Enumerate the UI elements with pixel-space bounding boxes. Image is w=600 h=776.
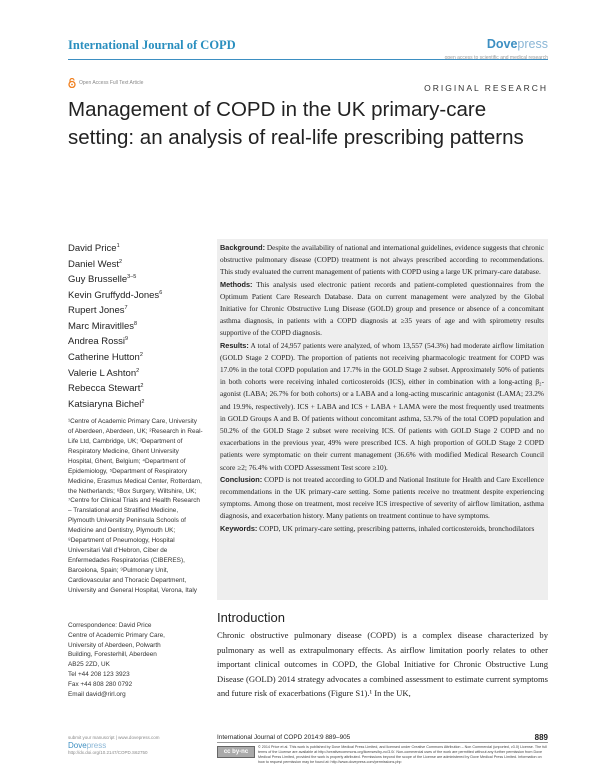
doi-link[interactable]: http://dx.doi.org/10.2147/COPD.S62750 <box>68 750 148 755</box>
corr-line: Tel +44 208 123 3923 <box>68 670 130 678</box>
abstract-results: Results: A total of 24,957 patients were analyzed, of whom 13,557 (54.3%) had moderate airflow limitation (GOLD Stage 2 COPD). The proportion of patients not receiving pharmacologic treatment for COPD was 17.0% in the total COPD population and 17.7% in the GOLD Stage 2 subset. Approximately 50% of patients in both cohorts were receiving inhaled corticosteroids (ICS), either in combination with a long-acting β₂-agonist (LABA; 26.7% for both cohorts) or a LABA and a long-acting muscarinic antagonist (LAMA; 23.2% and 19.9%, respectively). ICS + LABA and ICS + LABA + LAMA were the most frequently used treatments in GOLD Groups A and B. Of patients without concomitant asthma, 53.7% of the total COPD population and 50.2% of the GOLD Stage 2 subset were receiving ICS. Of patients with GOLD Stage 2 COPD and no exacerbations in the previous year, 49% were prescribed ICS. A high proportion of GOLD Stage 2 COPD patients were symptomatic on their current management (36.6% with modified Medical Research Council score ≥2; 76.4% with COPD Assessment Test score ≥10). <box>220 340 544 472</box>
dovepress-logo[interactable] <box>487 37 548 51</box>
article-title: Management of COPD in the UK primary-care setting: an analysis of real-life prescribing patterns <box>68 98 524 149</box>
abstract-background: Background: Despite the availability of national and international guidelines, evidence suggests that chronic obstructive pulmonary disease (COPD) treatment is not always prescribed according to recommendations. This study evaluated the current management of patients with COPD using a large UK primary-care database. <box>220 243 544 277</box>
author-name: David Price$^1$ <box>68 243 120 255</box>
page-number: 889 <box>534 733 548 742</box>
corr-email[interactable]: Email david@rirl.org <box>68 690 126 698</box>
corr-line: Fax +44 808 280 0792 <box>68 680 133 688</box>
introduction-text: Chronic obstructive pulmonary disease (COPD) is a complex disease characterized by pulmonary as well as extrapulmonary effects. As airflow limitation poorly relates to other important clinical outcomes in COPD, the Global Initiative for Chronic Obstructive Lung Disease (GOLD) 2014 strategy advocates a combined assessment to estimate current symptoms and future risk of exacerbations (Figure S1).¹ In the UK, <box>217 630 548 698</box>
footer-dove-logo[interactable]: Dovepress <box>68 741 107 750</box>
corr-line: Correspondence: David Price <box>68 622 152 629</box>
author-name: Kevin Gruffydd-Jones$^6$ <box>68 289 163 301</box>
abstract-label: Methods: <box>220 279 253 289</box>
journal-title: International Journal of COPD <box>68 38 236 52</box>
author-name: Daniel West$^2$ <box>68 258 123 270</box>
submit-link[interactable]: submit your manuscript | www.dovepress.com <box>68 735 160 740</box>
creative-commons-badge[interactable]: cc by-nc <box>217 746 255 758</box>
author-name: Guy Brusselle$^{3-5}$ <box>68 274 137 286</box>
author-name: Andrea Rossi$^9$ <box>68 336 129 348</box>
section-heading-introduction: Introduction <box>217 610 285 625</box>
open-access-lock-icon <box>68 78 76 88</box>
footer-divider <box>217 742 548 743</box>
abstract-label: Conclusion: <box>220 474 263 484</box>
publisher-tagline: open access to scientific and medical research <box>444 55 548 61</box>
author-name: Valerie L Ashton$^2$ <box>68 367 140 379</box>
footer-left <box>68 735 159 755</box>
abstract-methods: Methods: This analysis used electronic patient records and patient-completed questionnaires from the Optimum Patient Care Research Database. Data on current management were analyzed by the Global Initiative for Chronic Obstructive Lung Disease (GOLD) group and presence or absence of a concomitant asthma diagnosis, in patients with a COPD diagnosis at ≥35 years of age and with spirometry results supportive of the COPD diagnosis. <box>220 279 544 338</box>
abstract-label: Keywords: <box>220 523 258 533</box>
article-type: ORIGINAL RESEARCH <box>424 83 548 93</box>
affiliations: ¹Centre of Academic Primary Care, University of Aberdeen, Aberdeen, UK; ²Research in Real-Life Ltd, Cambridge, UK; ³Department of Respiratory Medicine, Ghent University Hospital, Ghent, Belgium; ⁴Department of Epidemiology, ⁵Department of Respiratory Medicine, Erasmus Medical Center, Rotterdam, the Netherlands; ⁶Box Surgery, Wiltshire, UK; ⁷Centre for Clinical Trials and Health Research – Translational and Stratified Medicine, Plymouth University Peninsula Schools of Medicine and Dentistry, Plymouth UK; ⁸Department of Pneumology, Hospital Universitari Vall d’Hebron, Ciber de Enfermedades Respiratorias (CIBERES), Barcelona, Spain; ⁹Pulmonary Unit, Cardiovascular and Thoracic Department, University and General Hospital, Verona, Italy <box>68 418 203 594</box>
open-access-badge <box>68 78 143 88</box>
dove-logo-light: press <box>517 37 548 51</box>
author-list <box>68 240 203 411</box>
dove-logo-bold: Dove <box>486 37 518 51</box>
author-name: Rebecca Stewart$^2$ <box>68 383 144 395</box>
corr-line: University of Aberdeen, Polwarth <box>68 641 161 649</box>
author-column <box>68 240 203 596</box>
license-text: © 2014 Price et al. This work is published by Dove Medical Press Limited, and licensed under Creative Commons Attribution – Non Commercial (unported, v3.0) License. The full terms of the License are available at http://creativecommons.org/licenses/by-nc/3.0/. Non-commercial uses of the work are permitted without any further permission from Dove Medical Press Limited, provided the work is properly attributed. Permissions beyond the scope of the License are administered by Dove Medical Press Limited. Information on how to request permission may be found at: http://www.dovepress.com/permissions.php <box>258 745 547 765</box>
author-name: Katsiaryna Bichel$^2$ <box>68 398 145 410</box>
abstract-box <box>217 239 548 600</box>
open-access-label: Open Access Full Text Article <box>79 80 144 86</box>
corr-line: AB25 2ZD, UK <box>68 661 110 669</box>
header-divider <box>68 59 548 60</box>
journal-reference: International Journal of COPD 2014:9 889–905 <box>217 734 351 741</box>
abstract-keywords: Keywords: COPD, UK primary-care setting, prescribing patterns, inhaled corticosteroids, bronchodilators <box>220 523 535 533</box>
abstract-label: Background: <box>220 243 265 252</box>
abstract-label: Results: <box>220 340 249 350</box>
corr-line: Centre of Academic Primary Care, <box>68 631 165 639</box>
author-name: Rupert Jones$^7$ <box>68 305 128 317</box>
author-name: Marc Miravitlles$^8$ <box>68 320 138 332</box>
author-name: Catherine Hutton$^2$ <box>68 351 143 364</box>
correspondence-block <box>68 621 203 699</box>
corr-line: Building, Foresterhill, Aberdeen <box>68 651 157 659</box>
abstract-conclusion: Conclusion: COPD is not treated according to GOLD and National Institute for Health and Care Excellence recommendations in the UK primary-care setting. Some patients receive no treatment despite experiencing symptoms. Among those on treatment, most receive ICS irrespective of severity of airflow limitation, asthma diagnosis, and exacerbation history. Many patients on treatment continue to have symptoms. <box>220 474 544 521</box>
